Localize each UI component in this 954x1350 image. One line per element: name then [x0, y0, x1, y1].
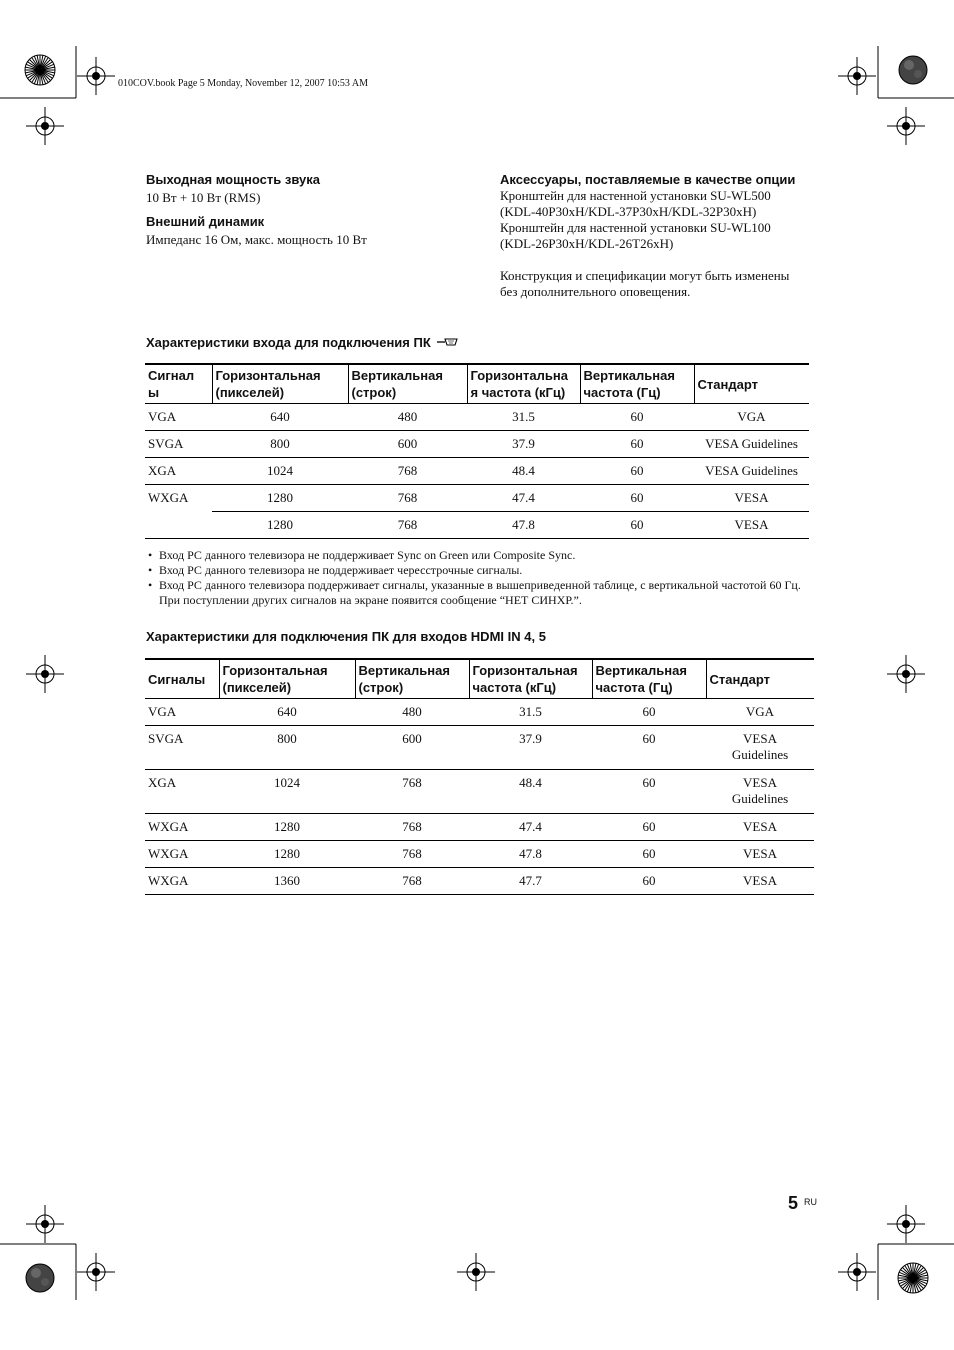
cell-standard: VESA Guidelines [705, 436, 798, 451]
cell-h-frequency: 47.8 [519, 846, 542, 861]
accessories-line-2: (KDL-40P30xH/KDL-37P30xH/KDL-32P30xH) [500, 204, 757, 219]
table-row [145, 841, 814, 868]
cell-signal: WXGA [148, 873, 189, 888]
cell-signal: VGA [148, 409, 177, 424]
cell-h-frequency: 31.5 [519, 704, 542, 719]
col-v-frequency: Вертикальная частота (Гц) [592, 659, 706, 699]
sound-output-title: Выходная мощность звука [146, 172, 320, 187]
cell-vertical: 480 [402, 704, 422, 719]
col-horizontal: Горизонтальная (пикселей) [219, 659, 355, 699]
accessories-line-3: Кронштейн для настенной установки SU-WL100 [500, 220, 771, 235]
cell-vertical: 768 [402, 819, 422, 834]
pc-input-notes [146, 548, 816, 608]
cell-v-frequency: 60 [642, 775, 656, 790]
table-header-row [145, 364, 809, 404]
accessories-line-4: (KDL-26P30xH/KDL-26T26xH) [500, 236, 674, 251]
table-row [145, 868, 814, 895]
cell-signal: VGA [148, 704, 177, 719]
table-row [145, 726, 814, 770]
cell-v-frequency: 60 [630, 517, 644, 532]
pc-input-table [145, 363, 809, 539]
cell-h-frequency: 48.4 [512, 463, 535, 478]
table-header-row [145, 659, 814, 699]
cell-signal: SVGA [148, 436, 184, 451]
cell-vertical: 768 [348, 485, 467, 512]
cell-signal: XGA [148, 775, 177, 790]
cell-signal: WXGA [148, 490, 189, 505]
cell-horizontal: 1280 [274, 819, 300, 834]
cell-vertical: 768 [397, 517, 418, 532]
page-number: 5 [788, 1193, 799, 1213]
note-item: • Вход PC данного телевизора поддерживает сигналы, указанные в вышеприведенной таблице, с вертикальной частотой 60 Гц. При поступлении других сигналов на экране появится сообщение “НЕТ СИНХР.”. [146, 578, 816, 608]
table-row [145, 699, 814, 726]
cell-vertical: 600 [402, 731, 422, 746]
cell-vertical: 600 [397, 436, 418, 451]
cell-standard: VESA Guidelines [705, 463, 798, 478]
col-signal: Сигналы [148, 671, 206, 687]
cell-standard: VESA [743, 819, 777, 834]
cell-horizontal: 1360 [274, 873, 300, 888]
book-info-header: 010COV.book Page 5 Monday, November 12, 2007 10:53 AM [118, 78, 368, 89]
pc-table-title-text: Характеристики входа для подключения ПК [146, 335, 431, 350]
cell-horizontal: 1280 [212, 485, 348, 512]
cell-horizontal: 1280 [274, 846, 300, 861]
cell-v-frequency: 60 [642, 819, 656, 834]
cell-h-frequency: 48.4 [519, 775, 542, 790]
note-item: • Вход PC данного телевизора не поддерживает Sync on Green или Composite Sync. [146, 548, 816, 563]
cell-horizontal: 1024 [267, 463, 293, 478]
table-row [145, 814, 814, 841]
cell-h-frequency: 47.8 [512, 517, 535, 532]
cell-standard: VESA Guidelines [731, 731, 789, 762]
cell-h-frequency: 47.4 [467, 485, 580, 512]
cell-standard: VESA [743, 873, 777, 888]
cell-h-frequency: 31.5 [512, 409, 535, 424]
note-item: • Вход PC данного телевизора не поддерживает чересстрочные сигналы. [146, 563, 816, 578]
external-speaker-title: Внешний динамик [146, 214, 265, 229]
cell-h-frequency: 47.4 [519, 819, 542, 834]
hdmi-table-title: Характеристики для подключения ПК для входов HDMI IN 4, 5 [146, 629, 546, 644]
table-row [145, 458, 809, 485]
cell-v-frequency: 60 [642, 731, 656, 746]
cell-signal: WXGA [148, 819, 189, 834]
cell-h-frequency: 37.9 [512, 436, 535, 451]
col-signal: Сигнал ы [148, 368, 195, 400]
accessories-line-1: Кронштейн для настенной установки SU-WL500 [500, 188, 771, 203]
cell-standard: VESA [734, 517, 769, 532]
col-standard: Стандарт [706, 659, 814, 699]
cell-v-frequency: 60 [642, 846, 656, 861]
cell-v-frequency: 60 [630, 463, 644, 478]
cell-horizontal: 1280 [267, 517, 293, 532]
cell-standard: VGA [737, 409, 766, 424]
cell-horizontal: 640 [270, 409, 290, 424]
col-v-frequency: Вертикальная частота (Гц) [580, 364, 694, 404]
cell-standard: VESA [743, 846, 777, 861]
cell-v-frequency: 60 [630, 409, 644, 424]
col-standard: Стандарт [694, 364, 809, 404]
cell-v-frequency: 60 [642, 873, 656, 888]
table-row [145, 770, 814, 814]
external-speaker-value: Импеданс 16 Ом, макс. мощность 10 Вт [146, 232, 367, 247]
cell-signal: XGA [148, 463, 177, 478]
cell-standard: VGA [745, 704, 775, 719]
cell-signal: SVGA [148, 731, 184, 746]
spec-change-note-line-1: Конструкция и спецификации могут быть изменены [500, 268, 790, 283]
cell-signal: WXGA [148, 846, 189, 861]
table-row [145, 404, 809, 431]
cell-horizontal: 1024 [274, 775, 300, 790]
cell-vertical: 768 [402, 775, 422, 790]
accessories-title: Аксессуары, поставляемые в качестве опции [500, 172, 796, 187]
table-row [145, 431, 809, 458]
cell-v-frequency: 60 [630, 436, 644, 451]
cell-horizontal: 800 [270, 436, 290, 451]
col-vertical: Вертикальная (строк) [348, 364, 467, 404]
cell-vertical: 768 [402, 846, 422, 861]
cell-standard: VESA [694, 485, 809, 512]
cell-vertical: 768 [397, 463, 418, 478]
col-h-frequency: Горизонтальная частота (кГц) [469, 659, 592, 699]
page-language: RU [804, 1197, 817, 1207]
cell-h-frequency: 37.9 [519, 731, 542, 746]
table-row [145, 512, 809, 539]
cell-v-frequency: 60 [642, 704, 656, 719]
table-row [145, 485, 809, 512]
cell-horizontal: 800 [277, 731, 297, 746]
col-h-frequency: Горизонтальна я частота (кГц) [467, 364, 580, 404]
cell-vertical: 768 [402, 873, 422, 888]
spec-change-note-line-2: без дополнительного оповещения. [500, 284, 691, 299]
pc-table-title [146, 335, 459, 350]
cell-horizontal: 640 [277, 704, 297, 719]
pc-input-icon [437, 336, 459, 348]
col-vertical: Вертикальная (строк) [355, 659, 469, 699]
col-horizontal: Горизонтальная (пикселей) [212, 364, 348, 404]
sound-output-value: 10 Вт + 10 Вт (RMS) [146, 190, 261, 205]
hdmi-input-table [145, 658, 814, 895]
cell-v-frequency: 60 [580, 485, 694, 512]
cell-h-frequency: 47.7 [519, 873, 542, 888]
cell-standard: VESA Guidelines [731, 775, 789, 806]
cell-vertical: 480 [397, 409, 418, 424]
cell-signal [145, 512, 212, 539]
